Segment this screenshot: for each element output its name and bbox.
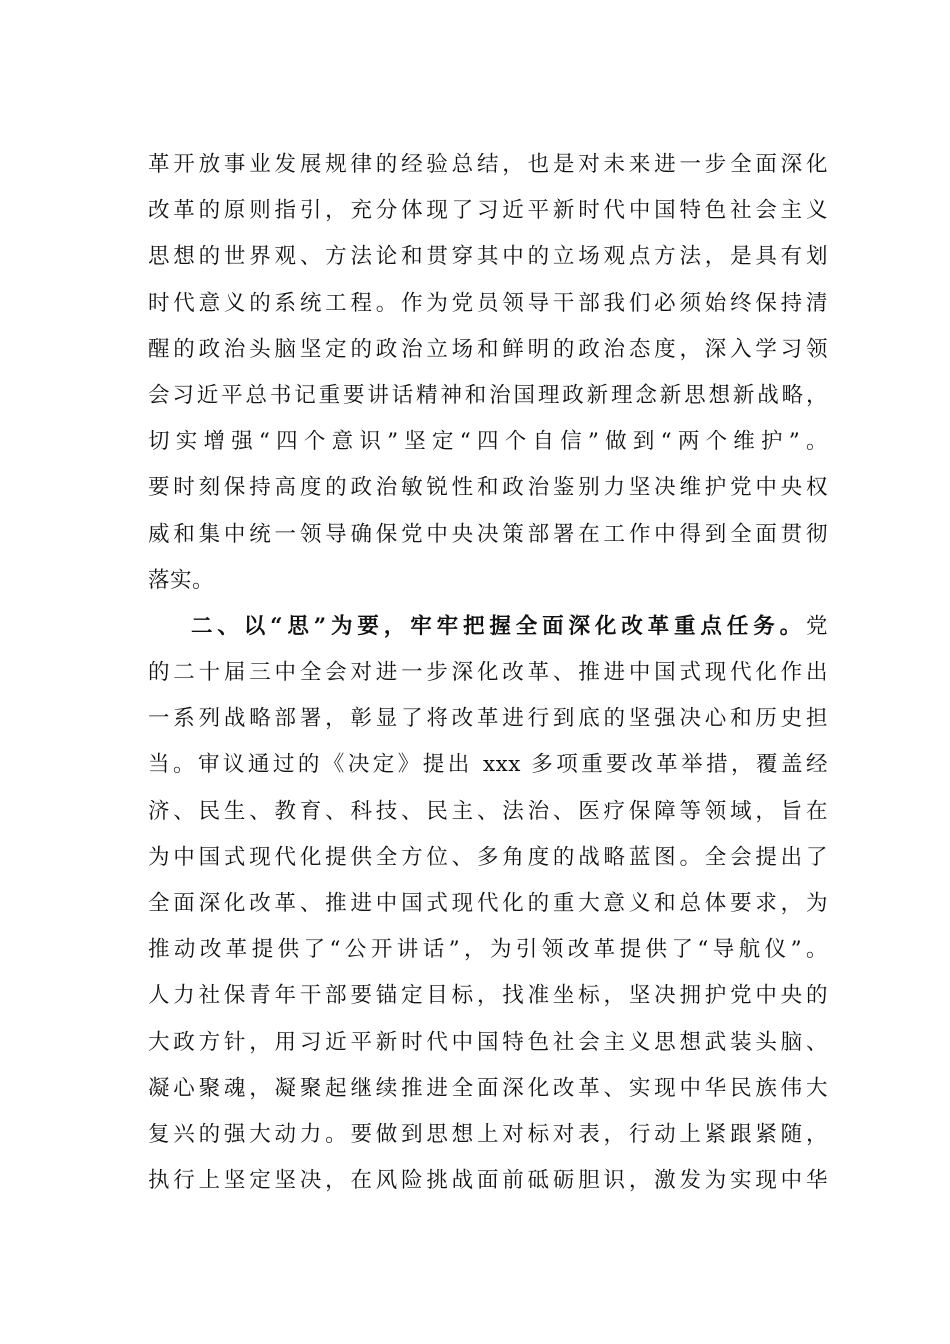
section-heading: 二、以“思”为要，牢牢把握全面深化改革重点任务。 [191,613,806,639]
paragraph-2-line: 推动改革提供了“公开讲话”，为引领改革提供了“导航仪”。 [148,937,828,963]
paragraph-2-first-tail: 党 [805,613,828,639]
paragraph-1-line: 要时刻保持高度的政治敏锐性和政治鉴别力坚决维护党中央权 [148,475,828,501]
paragraph-1-line: 威和集中统一领导确保党中央决策部署在工作中得到全面贯彻 [148,521,828,547]
paragraph-2-line: 济、民生、教育、科技、民主、法治、医疗保障等领域，旨在 [148,798,828,824]
paragraph-1-line: 落实。 [148,567,215,593]
paragraph-2-line: 的二十届三中全会对进一步深化改革、推进中国式现代化作出 [148,660,828,686]
paragraph-1-line: 会习近平总书记重要讲话精神和治国理政新理念新思想新战略， [148,382,828,408]
paragraph-2-line: 大政方针，用习近平新时代中国特色社会主义思想武装头脑、 [148,1029,828,1055]
paragraph-2-line: 一系列战略部署，彰显了将改革进行到底的坚强决心和历史担 [148,706,828,732]
paragraph-1-line: 改革的原则指引，充分体现了习近平新时代中国特色社会主义 [148,198,828,224]
paragraph-2-line: 人力社保青年干部要锚定目标，找准坐标，坚决拥护党中央的 [148,983,828,1009]
paragraph-2-line: 当。审议通过的《决定》提出 xxx 多项重要改革举措，覆盖经 [148,752,828,778]
paragraph-2-first-line [148,604,828,650]
paragraph-2-line: 凝心聚魂，凝聚起继续推进全面深化改革、实现中华民族伟大 [148,1075,828,1101]
paragraph-2-line: 全面深化改革、推进中国式现代化的重大意义和总体要求，为 [148,891,828,916]
paragraph-1-line: 思想的世界观、方法论和贯穿其中的立场观点方法，是具有划 [148,244,828,270]
paragraph-2-line: 执行上坚定坚决，在风险挑战面前砥砺胆识，激发为实现中华 [148,1168,828,1194]
paragraph-1-line: 时代意义的系统工程。作为党员领导干部我们必须始终保持清 [148,290,828,316]
paragraph-1-line: 切实增强“四个意识”坚定“四个自信”做到“两个维护”。 [148,429,828,455]
paragraph-2-line: 为中国式现代化提供全方位、多角度的战略蓝图。全会提出了 [148,844,828,870]
paragraph-1-line: 醒的政治头脑坚定的政治立场和鲜明的政治态度，深入学习领 [148,336,828,362]
paragraph-1-line: 革开放事业发展规律的经验总结，也是对未来进一步全面深化 [148,152,828,177]
paragraph-2-line: 复兴的强大动力。要做到思想上对标对表，行动上紧跟紧随， [148,1121,828,1147]
document-body [148,142,828,1204]
